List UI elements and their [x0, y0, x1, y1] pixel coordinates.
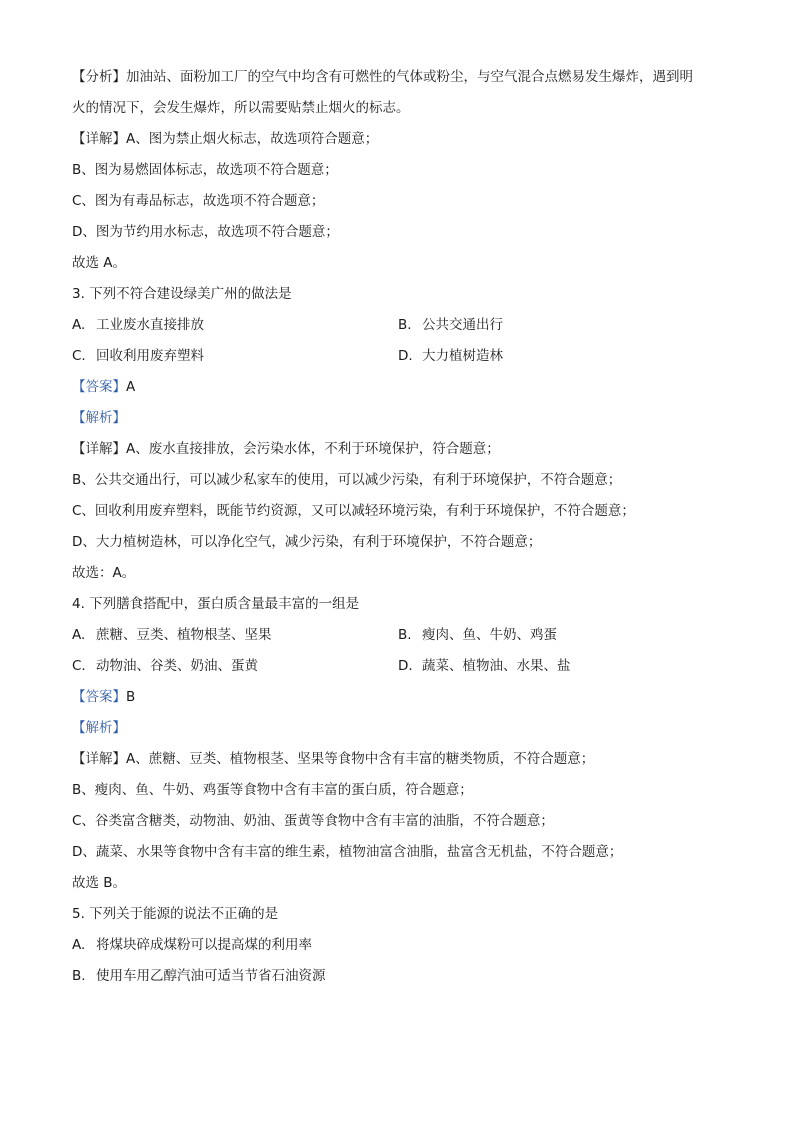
- detail-tag: 【详解】: [72, 751, 126, 767]
- question-title: 3. 下列不符合建设绿美广州的做法是: [72, 286, 292, 302]
- answer-line: [72, 372, 732, 403]
- explain-tag: 【解析】: [72, 410, 126, 426]
- detail-tag: 【详解】: [72, 131, 126, 147]
- explain-tag: 【解析】: [72, 720, 126, 736]
- analysis-line-continued: 火的情况下，会发生爆炸，所以需要贴禁止烟火的标志。: [72, 100, 410, 116]
- option-c: C. 动物油、谷类、奶油、蛋黄: [72, 658, 258, 674]
- option-a: A. 将煤块碎成煤粉可以提高煤的利用率: [72, 937, 312, 953]
- analysis-line: [72, 62, 732, 93]
- answer-tag: 【答案】: [72, 379, 126, 395]
- conclusion-line: 故选 B。: [72, 875, 127, 891]
- detail-line: [72, 124, 732, 155]
- options-row: [72, 341, 732, 372]
- detail-line: D、大力植树造林，可以净化空气，减少污染，有利于环境保护，不符合题意；: [72, 534, 542, 550]
- detail-tag: 【详解】: [72, 441, 126, 457]
- option-a: A. 蔗糖、豆类、植物根茎、坚果: [72, 627, 272, 643]
- option-b: B. 瘦肉、鱼、牛奶、鸡蛋: [398, 627, 557, 643]
- detail-line: C、谷类富含糖类，动物油、奶油、蛋黄等食物中含有丰富的油脂，不符合题意；: [72, 813, 554, 829]
- detail-text: A、废水直接排放，会污染水体，不利于环境保护，符合题意；: [126, 441, 500, 457]
- detail-line: B、图为易燃固体标志，故选项不符合题意；: [72, 162, 338, 178]
- option-b: B. 使用车用乙醇汽油可适当节省石油资源: [72, 968, 326, 984]
- detail-text: A、蔗糖、豆类、植物根茎、坚果等食物中含有丰富的糖类物质，不符合题意；: [126, 751, 595, 767]
- detail-line: C、回收利用废弃塑料，既能节约资源，又可以减轻环境污染，有利于环境保护，不符合题意；: [72, 503, 635, 519]
- document-page: [72, 62, 732, 992]
- answer-value: B: [126, 689, 136, 705]
- detail-line: [72, 434, 732, 465]
- analysis-tag: 【分析】: [72, 69, 126, 85]
- option-d: D. 蔬菜、植物油、水果、盐: [398, 658, 571, 674]
- conclusion-line: 故选 A。: [72, 255, 127, 271]
- answer-tag: 【答案】: [72, 689, 126, 705]
- question-title: 4. 下列膳食搭配中，蛋白质含量最丰富的一组是: [72, 596, 360, 612]
- detail-line: B、公共交通出行，可以减少私家车的使用，可以减少污染，有利于环境保护，不符合题意；: [72, 472, 622, 488]
- option-c: C. 回收利用废弃塑料: [72, 348, 204, 364]
- detail-line: C、图为有毒品标志，故选项不符合题意；: [72, 193, 325, 209]
- option-a: A. 工业废水直接排放: [72, 317, 204, 333]
- option-b: B. 公共交通出行: [398, 317, 503, 333]
- options-row: [72, 310, 732, 341]
- explain-line: [72, 713, 732, 744]
- detail-text: A、图为禁止烟火标志，故选项符合题意；: [126, 131, 379, 147]
- answer-value: A: [126, 379, 136, 395]
- explain-line: [72, 403, 732, 434]
- answer-line: [72, 682, 732, 713]
- analysis-text: 加油站、面粉加工厂的空气中均含有可燃性的气体或粉尘，与空气混合点燃易发生爆炸，遇到明: [126, 69, 693, 85]
- detail-line: B、瘦肉、鱼、牛奶、鸡蛋等食物中含有丰富的蛋白质，符合题意；: [72, 782, 473, 798]
- option-d: D. 大力植树造林: [398, 348, 503, 364]
- conclusion-line: 故选：A。: [72, 565, 136, 581]
- detail-line: [72, 744, 732, 775]
- options-row: [72, 620, 732, 651]
- options-row: [72, 651, 732, 682]
- detail-line: D、蔬菜、水果等食物中含有丰富的维生素，植物油富含油脂，盐富含无机盐，不符合题意；: [72, 844, 623, 860]
- question-title: 5. 下列关于能源的说法不正确的是: [72, 906, 279, 922]
- detail-line: D、图为节约用水标志，故选项不符合题意；: [72, 224, 339, 240]
